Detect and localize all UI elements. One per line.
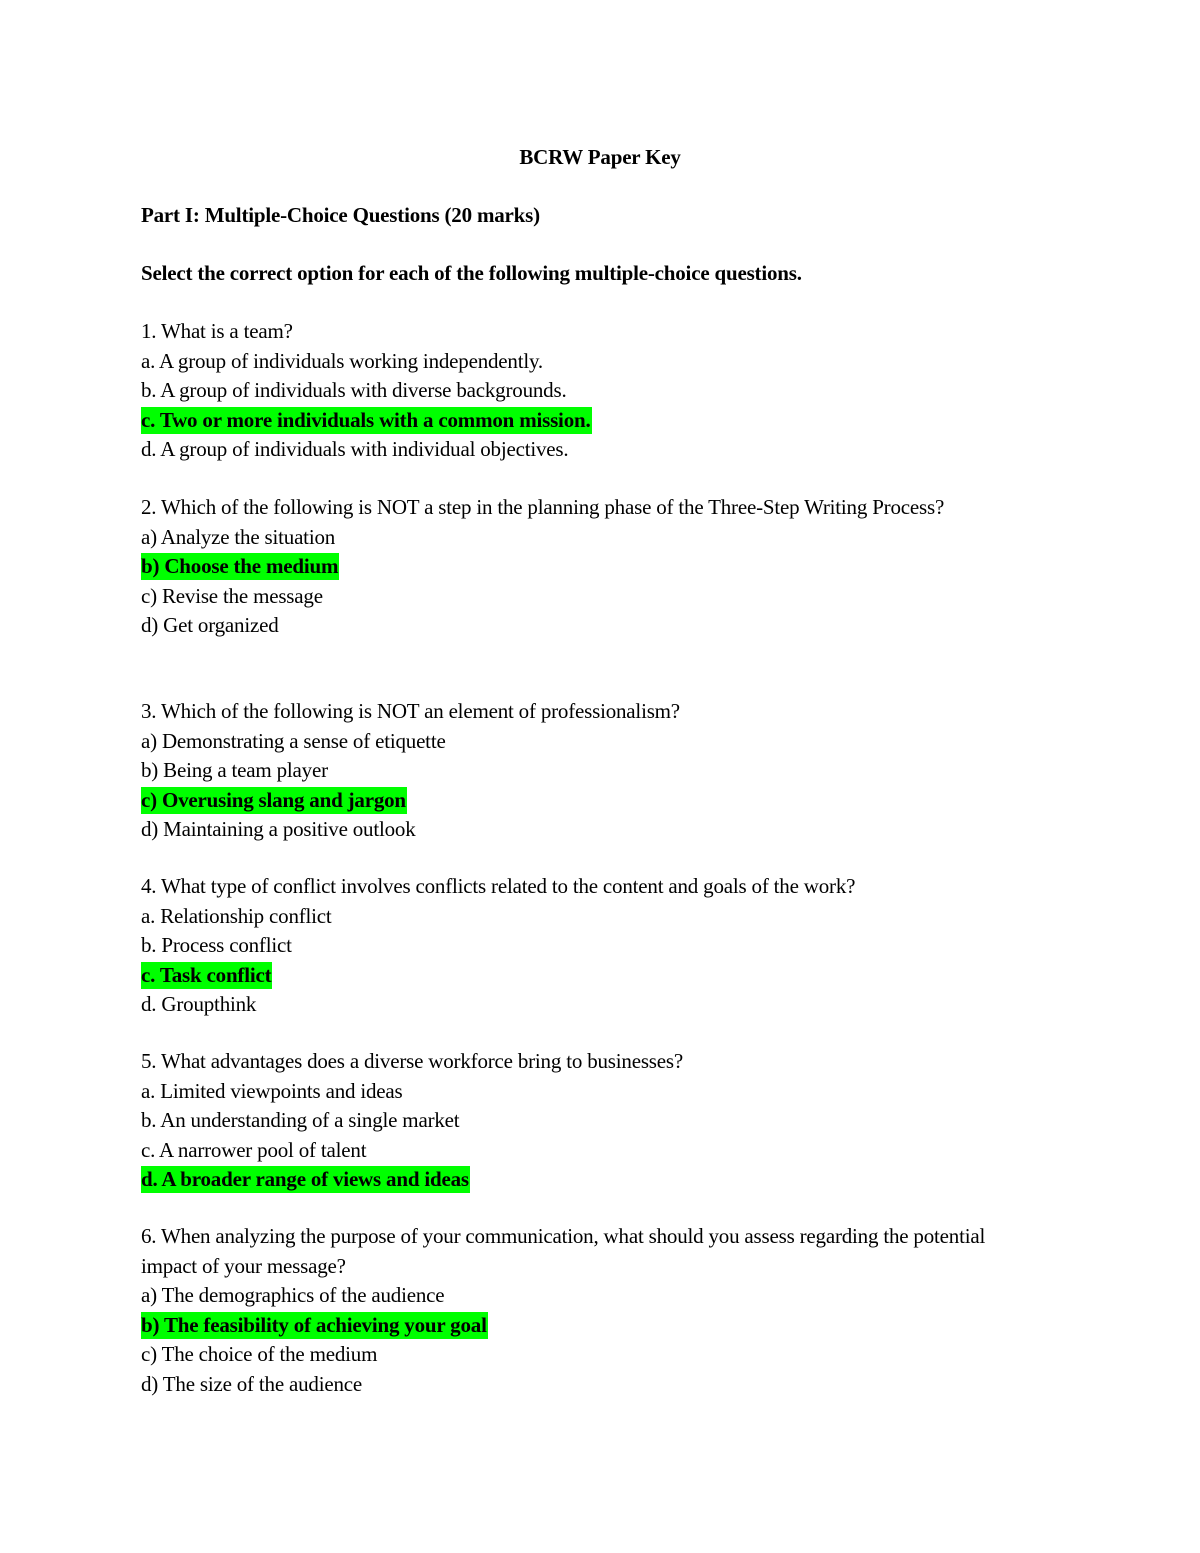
option-a: a. Limited viewpoints and ideas bbox=[141, 1078, 403, 1103]
question-5 bbox=[141, 1047, 1041, 1195]
instruction-text: Select the correct option for each of the following multiple-choice questions. bbox=[141, 261, 802, 285]
question-text: 5. What advantages does a diverse workforce bring to businesses? bbox=[141, 1049, 683, 1073]
option-c: c. A narrower pool of talent bbox=[141, 1137, 367, 1162]
option-c-correct bbox=[141, 786, 1041, 816]
correct-answer-highlight: d. A broader range of views and ideas bbox=[141, 1167, 469, 1191]
question-text: 1. What is a team? bbox=[141, 319, 293, 343]
option-d: d. Groupthink bbox=[141, 992, 257, 1016]
option-d: d) Maintaining a positive outlook bbox=[141, 817, 416, 841]
question-text: 6. When analyzing the purpose of your communication, what should you assess regarding the potential impact of your message? bbox=[141, 1224, 986, 1278]
option-b-correct bbox=[141, 552, 1041, 582]
question-text: 4. What type of conflict involves conflicts related to the content and goals of the work? bbox=[141, 874, 856, 898]
option-a: a) The demographics of the audience bbox=[141, 1283, 445, 1307]
correct-answer-highlight: c) Overusing slang and jargon bbox=[141, 787, 406, 812]
question-3 bbox=[141, 697, 1041, 845]
part-heading: Part I: Multiple-Choice Questions (20 marks) bbox=[141, 203, 540, 227]
option-a: a) Demonstrating a sense of etiquette bbox=[141, 728, 446, 753]
option-d: d) Get organized bbox=[141, 613, 279, 637]
correct-answer-highlight: c. Task conflict bbox=[141, 962, 272, 987]
option-a: a. A group of individuals working independently. bbox=[141, 348, 543, 373]
option-a: a. Relationship conflict bbox=[141, 903, 332, 928]
question-text: 2. Which of the following is NOT a step in the planning phase of the Three-Step Writing Process? bbox=[141, 495, 945, 519]
correct-answer-highlight: b) The feasibility of achieving your goal bbox=[141, 1312, 487, 1337]
option-a: a) Analyze the situation bbox=[141, 524, 336, 549]
option-b: b) Being a team player bbox=[141, 758, 328, 782]
option-b-correct bbox=[141, 1311, 1041, 1341]
option-b: b. A group of individuals with diverse backgrounds. bbox=[141, 378, 567, 402]
question-6 bbox=[141, 1222, 1041, 1399]
option-d-correct bbox=[141, 1165, 1041, 1195]
option-b: b. Process conflict bbox=[141, 933, 292, 957]
option-b: b. An understanding of a single market bbox=[141, 1108, 460, 1132]
option-c-correct bbox=[141, 406, 1041, 436]
question-1 bbox=[141, 317, 1041, 465]
option-d: d. A group of individuals with individual objectives. bbox=[141, 437, 569, 461]
document-title: BCRW Paper Key bbox=[519, 145, 681, 169]
correct-answer-highlight: b) Choose the medium bbox=[141, 554, 339, 578]
question-text: 3. Which of the following is NOT an element of professionalism? bbox=[141, 699, 680, 723]
option-c: c) Revise the message bbox=[141, 583, 323, 608]
question-2 bbox=[141, 493, 1041, 641]
option-d: d) The size of the audience bbox=[141, 1371, 363, 1396]
correct-answer-highlight: c. Two or more individuals with a common mission. bbox=[141, 407, 591, 432]
question-4 bbox=[141, 872, 1041, 1020]
option-c-correct bbox=[141, 961, 1041, 991]
option-c: c) The choice of the medium bbox=[141, 1342, 378, 1366]
